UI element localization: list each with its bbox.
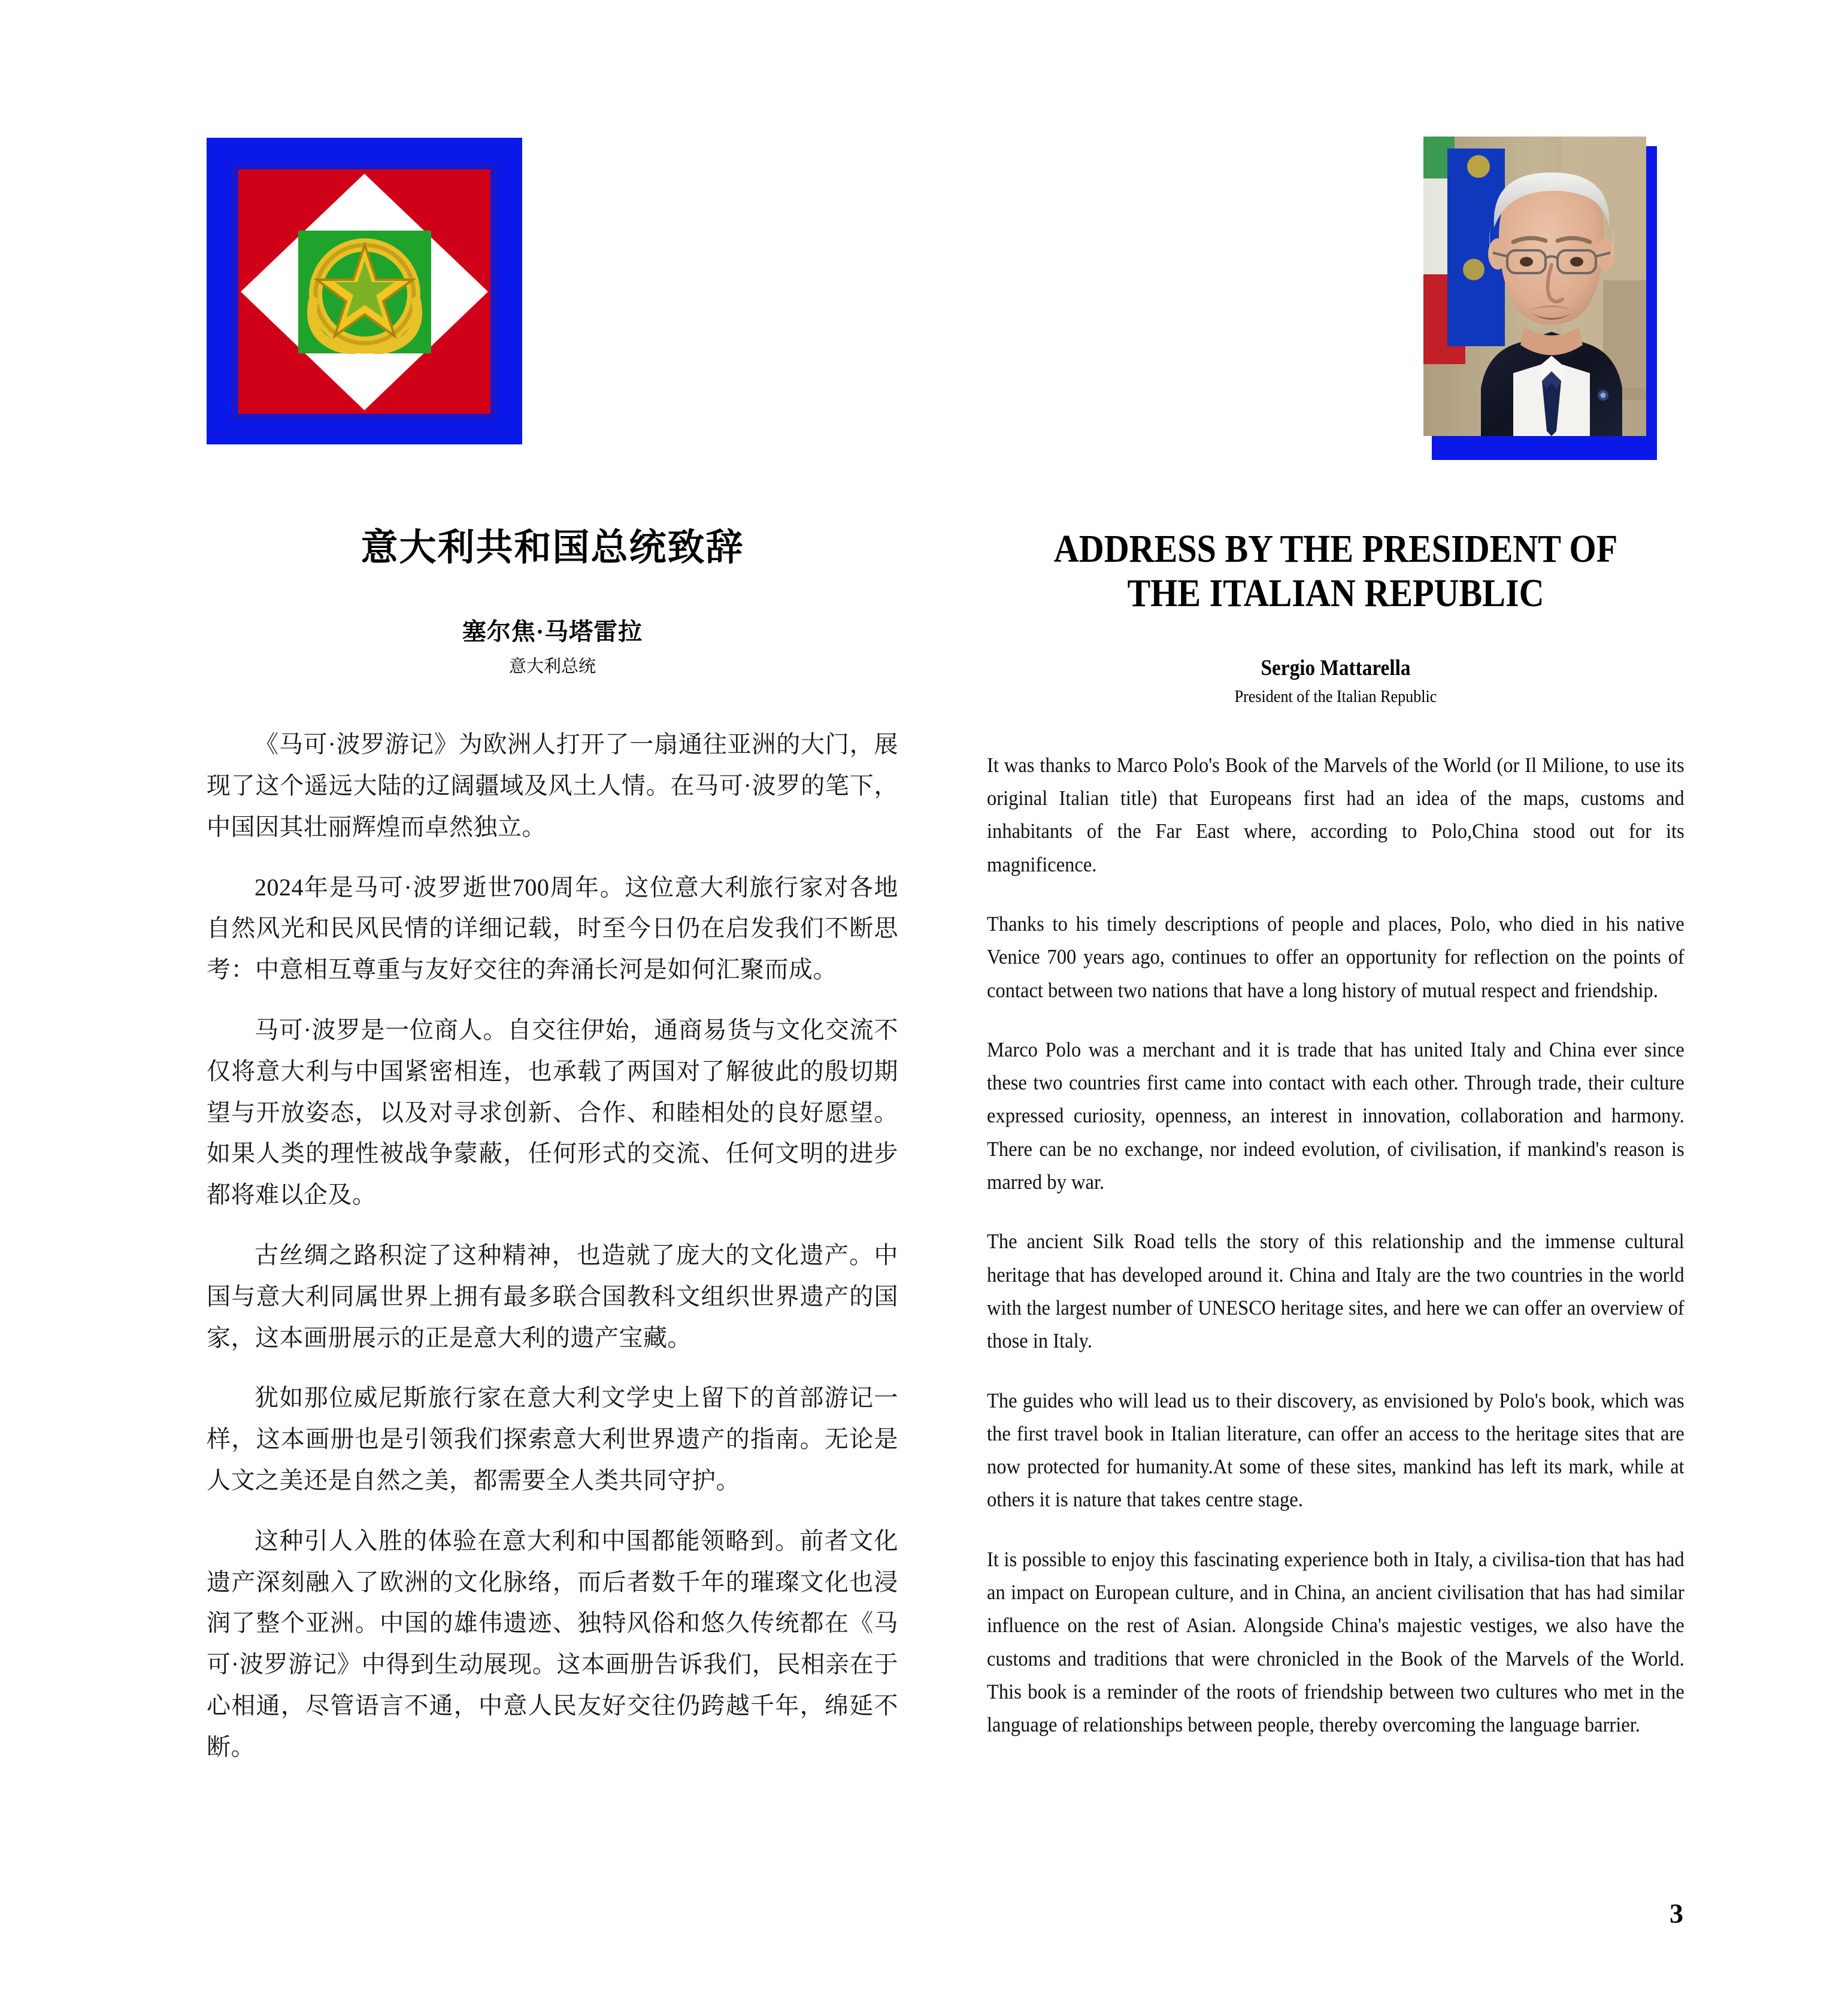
chinese-paragraph: 这种引人入胜的体验在意大利和中国都能领略到。前者文化遗产深刻融入了欧洲的文化脉络，而后者数千年的璀璨文化也浸润了整个亚洲。中国的雄伟遗迹、独特风俗和悠久传统都在《马可·波罗游记》中得到生动展现。这本画册告诉我们，民相亲在于心相通，尽管语言不通，中意人民友好交往仍跨越千年，绵延不断。	[207, 1527, 898, 1760]
english-body-text	[987, 749, 1685, 1742]
chinese-paragraph: 《马可·波罗游记》为欧洲人打开了一扇通往亚洲的大门，展现了这个遥远大陆的辽阔疆域及风土人情。在马可·波罗的笔下，中国因其壮丽辉煌而卓然独立。	[207, 731, 898, 840]
page-title-english: ADDRESS BY THE PRESIDENT OF THE ITALIAN REPUBLIC	[1053, 527, 1618, 615]
italian-presidential-standard-svg	[207, 138, 522, 444]
sergio-mattarella-portrait-svg	[1423, 137, 1646, 436]
page-number: 3	[1670, 1898, 1683, 1929]
english-paragraph: It is possible to enjoy this fascinating experience both in Italy, a civilisa-tion that has had an impact on European culture, and in China, an ancient civilisation that has had similar influence on the rest of Asian. Alongside China's majestic vestiges, we also have the customs and traditions that were chronicled in the Book of the Marvels of the World. This book is a reminder of the roots of friendship between two cultures who met in the language of relationships between people, thereby overcoming the language barrier.	[987, 1547, 1685, 1737]
english-paragraph: Marco Polo was a merchant and it is trade that has united Italy and China ever since these two countries first came into contact with each other. Through trade, their culture expressed curiosity, openness, an interest in innovation, collaboration and harmony. There can be no exchange, nor indeed evolution, of civilisation, if mankind's reason is marred by war.	[987, 1037, 1685, 1194]
presidential-standard-image	[207, 138, 522, 444]
english-paragraph: The guides who will lead us to their discovery, as envisioned by Polo's book, which was the first travel book in Italian literature, can offer an access to the heritage sites that are now protected for humanity.At some of these sites, mankind has left its mark, while at others it is nature that takes centre stage.	[987, 1388, 1685, 1512]
chinese-column	[207, 527, 898, 1787]
author-name-english: Sergio Mattarella	[1261, 655, 1411, 680]
chinese-paragraph: 犹如那位威尼斯旅行家在意大利文学史上留下的首部游记一样，这本画册也是引领我们探索意大利世界遗产的指南。无论是人文之美还是自然之美，都需要全人类共同守护。	[207, 1384, 898, 1494]
page-title-chinese: 意大利共和国总统致辞	[360, 528, 744, 568]
author-role-english: President of the Italian Republic	[1234, 686, 1437, 706]
english-paragraph: Thanks to his timely descriptions of people and places, Polo, who died in his native Venice 700 years ago, continues to offer an opportunity for reflection on the points of contact between two nations that have a long history of mutual respect and friendship.	[987, 912, 1685, 1002]
english-paragraph: The ancient Silk Road tells the story of this relationship and the immense cultural heritage that has developed around it. China and Italy are the two countries in the world with the largest number of UNESCO heritage sites, and here we can offer an overview of those in Italy.	[987, 1230, 1685, 1353]
president-portrait-image	[1423, 137, 1657, 460]
chinese-body-text	[207, 724, 898, 1767]
english-paragraph: It was thanks to Marco Polo's Book of the Marvels of the World (or Il Milione, to use its original Italian title) that Europeans first had an idea of the maps, customs and inhabitants of the Far East where, according to Polo,China stood out for its magnificence.	[987, 753, 1685, 876]
author-name-chinese: 塞尔焦·马塔雷拉	[462, 618, 643, 646]
english-column	[987, 527, 1685, 1768]
chinese-paragraph: 古丝绸之路积淀了这种精神，也造就了庞大的文化遗产。中国与意大利同属世界上拥有最多联合国教科文组织世界遗产的国家，这本画册展示的正是意大利的遗产宝藏。	[207, 1242, 898, 1351]
author-role-chinese: 意大利总统	[508, 657, 596, 677]
chinese-paragraph: 马可·波罗是一位商人。自交往伊始，通商易货与文化交流不仅将意大利与中国紧密相连，也承载了两国对了解彼此的殷切期望与开放姿态，以及对寻求创新、合作、和睦相处的良好愿望。如果人类的理性被战争蒙蔽，任何形式的交流、任何文明的进步都将难以企及。	[207, 1016, 898, 1209]
chinese-paragraph: 2024年是马可·波罗逝世700周年。这位意大利旅行家对各地自然风光和民风民情的详细记载，时至今日仍在启发我们不断思考：中意相互尊重与友好交往的奔涌长河是如何汇聚而成。	[207, 873, 898, 983]
